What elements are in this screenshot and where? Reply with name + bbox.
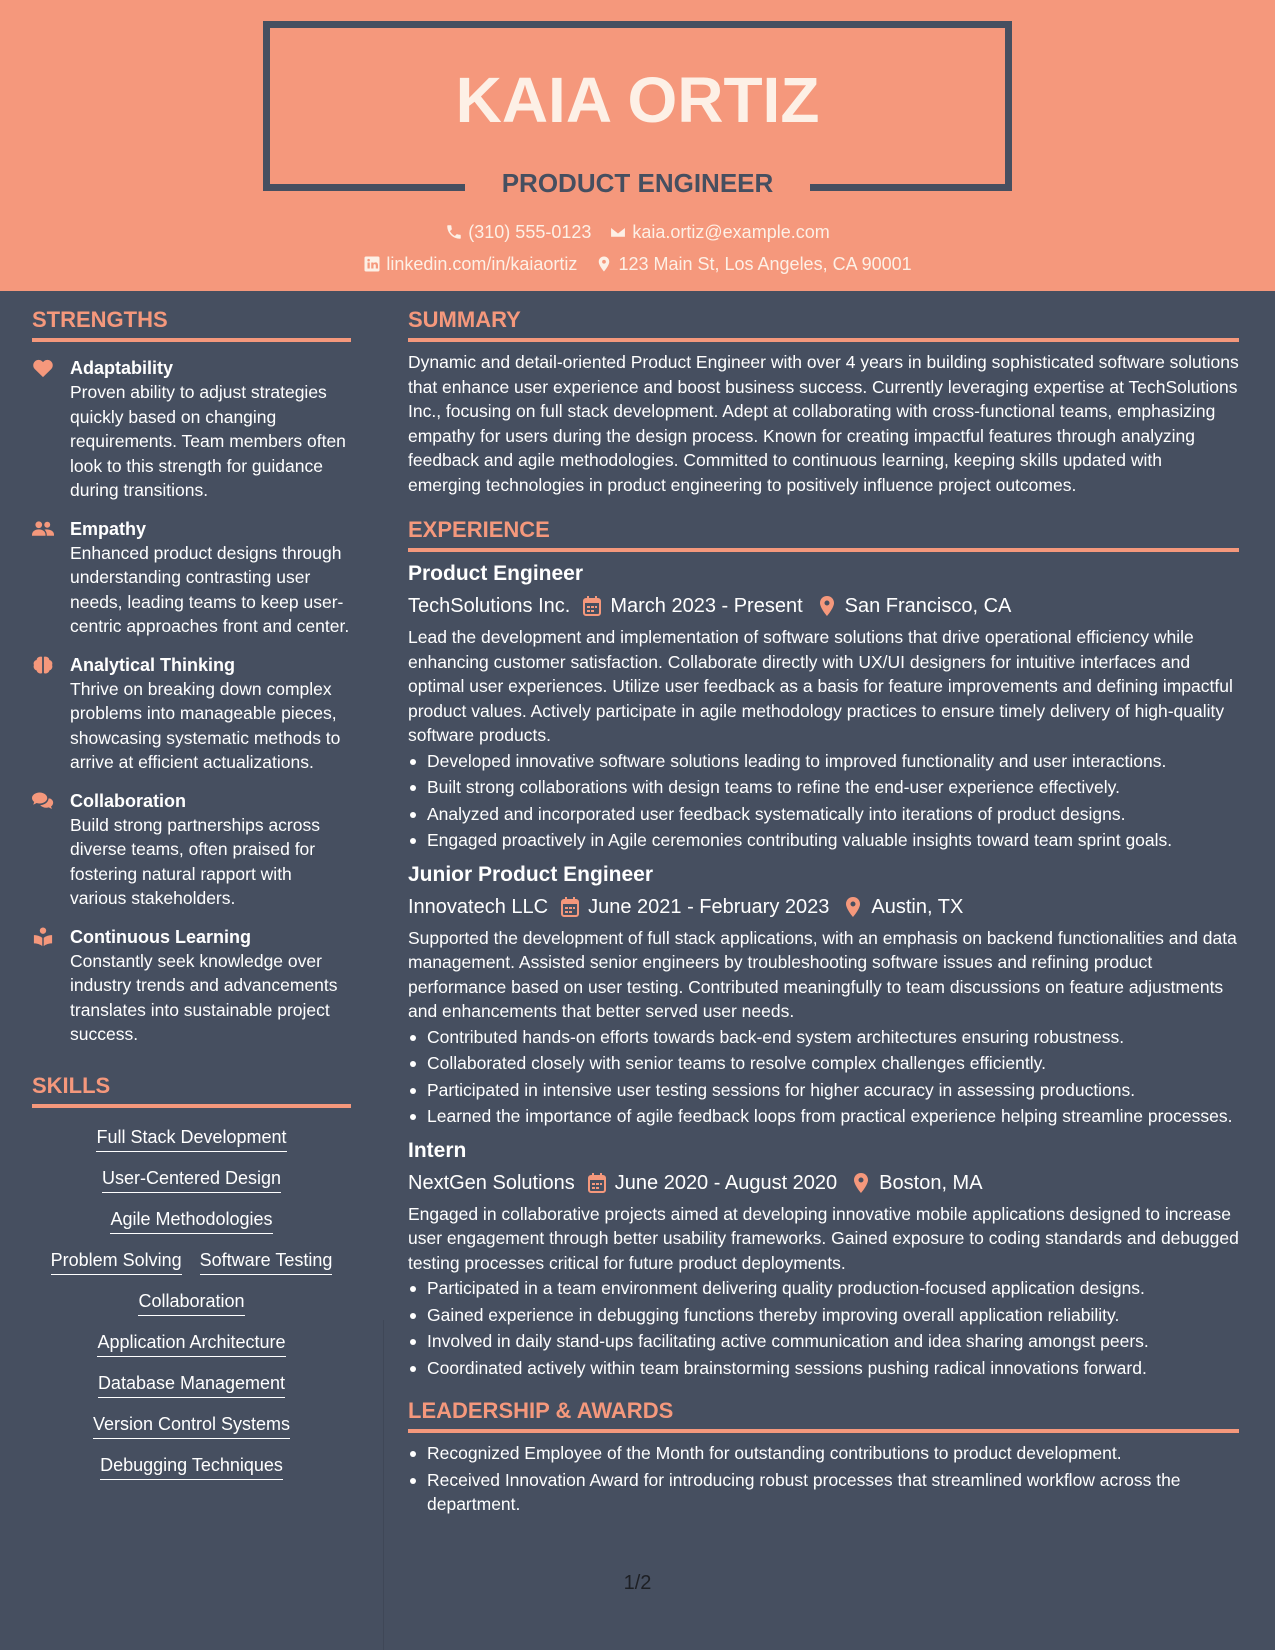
skill-tag: Database Management xyxy=(98,1371,285,1398)
strength-desc: Proven ability to adjust strategies quickly based on changing requirements. Team members often look to this strength for guidance during transitions. xyxy=(70,382,346,500)
contact-email[interactable] xyxy=(609,220,829,244)
job-company: NextGen Solutions xyxy=(408,1171,575,1194)
list-item: Participated in intensive user testing sessions for higher accuracy in assessing productions. xyxy=(408,1078,1239,1103)
strength-title: Adaptability xyxy=(70,358,174,378)
skill-tag: Full Stack Development xyxy=(96,1125,286,1152)
users-icon xyxy=(32,519,54,539)
list-item: Built strong collaborations with design teams to refine the end-user experience effectively. xyxy=(408,775,1239,800)
list-item: Coordinated actively within team brainstorming sessions pushing radical innovations forward. xyxy=(408,1356,1239,1381)
leadership-heading: LEADERSHIP & AWARDS xyxy=(408,1382,1239,1433)
phone-icon xyxy=(445,223,463,241)
address-text: 123 Main St, Los Angeles, CA 90001 xyxy=(618,254,912,274)
list-item: Contributed hands-on efforts towards back-end system architectures ensuring robustness. xyxy=(408,1025,1239,1050)
frame-divider-right xyxy=(810,184,1012,191)
list-item: Developed innovative software solutions leading to improved functionality and user interactions. xyxy=(408,749,1239,774)
strength-title: Analytical Thinking xyxy=(70,654,236,675)
job-title: Intern xyxy=(408,1138,467,1162)
heart-icon xyxy=(32,358,54,378)
job-location: Austin, TX xyxy=(871,895,964,918)
brain-icon xyxy=(32,655,54,675)
skill-tag: User-Centered Design xyxy=(102,1166,281,1193)
strength-desc: Enhanced product designs through understanding contrasting user needs, leading teams to keep user-centric approaches front and center. xyxy=(70,542,350,636)
envelope-icon xyxy=(609,223,627,241)
strength-title: Continuous Learning xyxy=(70,926,251,947)
job-bullets xyxy=(408,1276,1239,1380)
list-item: Participated in a team environment delivering quality production-focused application designs. xyxy=(408,1276,1239,1301)
list-item: Received Innovation Award for introducing robust processes that streamlined workflow across the department. xyxy=(408,1468,1239,1517)
job-bullets xyxy=(408,1025,1239,1129)
job-meta xyxy=(408,592,1239,620)
leadership-bullets xyxy=(408,1441,1239,1517)
frame-divider-left xyxy=(263,184,465,191)
job-description: Lead the development and implementation of software solutions that drive operational efficiency while enhancing customer satisfaction. Collaborate directly with UX/UI designers for intuitive interfaces and optimal user experiences. Utilize user feedback as a basis for feature improvements and defining impactful product values. Actively participate in agile methodology practices to ensure timely delivery of high-quality software products. xyxy=(408,627,1233,745)
candidate-role: PRODUCT ENGINEER xyxy=(501,168,774,198)
linkedin-icon xyxy=(363,255,381,273)
job-dates: March 2023 - Present xyxy=(610,595,803,617)
strength-title: Empathy xyxy=(70,518,147,539)
header xyxy=(0,0,1275,291)
skill-tag: Software Testing xyxy=(200,1248,333,1275)
list-item: Engaged proactively in Agile ceremonies contributing valuable insights toward team sprint goals. xyxy=(408,828,1239,853)
calendar-icon xyxy=(560,896,580,918)
page-number: 1/2 xyxy=(623,1572,652,1594)
list-item: Recognized Employee of the Month for outstanding contributions to product development. xyxy=(408,1441,1239,1466)
map-pin-icon xyxy=(851,1172,871,1194)
strength-desc: Constantly seek knowledge over industry trends and advancements translates into sustainable project success. xyxy=(70,950,338,1044)
skills-heading: SKILLS xyxy=(32,1057,351,1108)
job-meta xyxy=(408,893,1239,921)
map-pin-icon xyxy=(595,255,613,273)
experience-heading: EXPERIENCE xyxy=(408,501,1239,552)
left-column xyxy=(32,291,351,1480)
skill-tag: Version Control Systems xyxy=(93,1412,290,1439)
job-location: Boston, MA xyxy=(879,1171,983,1194)
calendar-icon xyxy=(582,595,602,617)
strength-item xyxy=(32,356,351,503)
job-dates: June 2021 - February 2023 xyxy=(588,895,830,918)
strength-item xyxy=(32,517,351,639)
strength-title: Collaboration xyxy=(70,790,186,811)
skills-list xyxy=(32,1125,351,1480)
job-company: TechSolutions Inc. xyxy=(408,595,571,617)
strength-desc: Thrive on breaking down complex problems into manageable pieces, showcasing systematic methods to arrive at efficient actualizations. xyxy=(70,678,341,772)
list-item: Learned the importance of agile feedback loops from practical experience helping streamline processes. xyxy=(408,1104,1239,1129)
email-text: kaia.ortiz@example.com xyxy=(632,222,830,242)
skill-tag: Problem Solving xyxy=(51,1248,182,1275)
job-entry xyxy=(408,560,1239,853)
contact-row-1 xyxy=(0,220,1275,244)
job-description: Supported the development of full stack applications, with an emphasis on backend functionalities and data management. Assisted senior engineers by troubleshooting software issues and refining product performance based on user testing. Contributed meaningfully to team discussions on feature adjustments and enhancements that better served user needs. xyxy=(408,927,1237,1021)
job-entry xyxy=(408,861,1239,1129)
contact-address xyxy=(595,252,911,276)
job-bullets xyxy=(408,749,1239,853)
summary-heading: SUMMARY xyxy=(408,291,1239,342)
skill-tag: Collaboration xyxy=(138,1289,244,1316)
job-entry xyxy=(408,1137,1239,1381)
calendar-icon xyxy=(587,1172,607,1194)
skill-tag: Debugging Techniques xyxy=(100,1453,283,1480)
list-item: Gained experience in debugging functions thereby improving overall application reliability. xyxy=(408,1303,1239,1328)
job-location: San Francisco, CA xyxy=(844,595,1012,617)
strength-item xyxy=(32,653,351,775)
skill-tag: Agile Methodologies xyxy=(110,1207,272,1234)
list-item: Collaborated closely with senior teams to resolve complex challenges efficiently. xyxy=(408,1051,1239,1076)
comments-icon xyxy=(32,791,54,811)
job-description: Engaged in collaborative projects aimed at developing innovative mobile applications designed to increase user engagement through better usability frameworks. Gained exposure to coding standards and debugged testing processes critical for future product deployments. xyxy=(408,1203,1239,1273)
strengths-heading: STRENGTHS xyxy=(32,291,351,342)
list-item: Involved in daily stand-ups facilitating active communication and idea sharing amongst peers. xyxy=(408,1329,1239,1354)
job-company: Innovatech LLC xyxy=(408,895,549,918)
strength-item xyxy=(32,789,351,911)
contact-row-2 xyxy=(0,252,1275,276)
job-meta xyxy=(408,1169,1239,1197)
candidate-name: KAIA ORTIZ xyxy=(455,64,820,136)
skill-tag: Application Architecture xyxy=(97,1330,285,1357)
summary-text: Dynamic and detail-oriented Product Engineer with over 4 years in building sophisticated software solutions that enhance user experience and boost business success. Currently leveraging expertise at TechSolutions Inc., focusing on full stack development. Adept at collaborating with cross-functional teams, emphasizing empathy for users during the design process. Known for creating impactful features through analyzing feedback and agile methodologies. Committed to continuous learning, keeping skills updated with emerging technologies in product engineering to positively influence project outcomes. xyxy=(408,352,1239,495)
phone-text: (310) 555-0123 xyxy=(468,222,592,242)
strength-item xyxy=(32,925,351,1047)
contact-linkedin[interactable] xyxy=(363,252,577,276)
job-title: Product Engineer xyxy=(408,562,584,585)
reader-icon xyxy=(32,927,54,947)
column-divider xyxy=(383,1320,384,1650)
job-dates: June 2020 - August 2020 xyxy=(614,1171,838,1194)
list-item: Analyzed and incorporated user feedback systematically into iterations of product designs. xyxy=(408,802,1239,827)
map-pin-icon xyxy=(843,896,863,918)
right-column xyxy=(408,291,1239,1519)
map-pin-icon xyxy=(817,595,837,617)
linkedin-text: linkedin.com/in/kaiaortiz xyxy=(386,254,578,274)
contact-phone[interactable] xyxy=(445,220,591,244)
strength-desc: Build strong partnerships across diverse teams, often praised for fostering natural rapport with various stakeholders. xyxy=(70,814,320,908)
job-title: Junior Product Engineer xyxy=(408,862,654,886)
